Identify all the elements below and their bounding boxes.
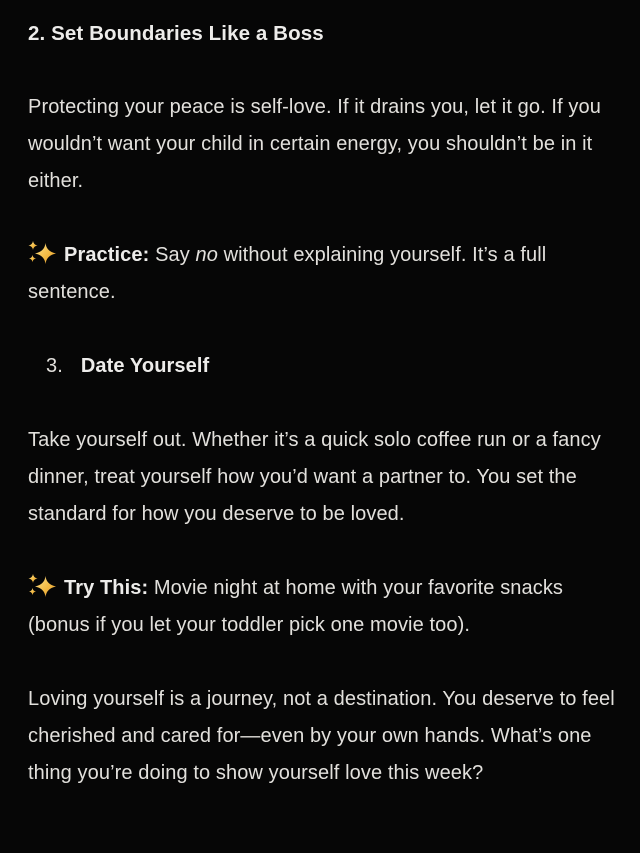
sparkles-icon bbox=[28, 573, 56, 599]
try-this-label: Try This: bbox=[64, 577, 149, 599]
sparkles-icon bbox=[28, 240, 56, 266]
paragraph-boundaries: Protecting your peace is self-love. If it drains you, let it go. If you wouldn’t want your child in certain energy, you shouldn’t be in it either. bbox=[28, 96, 601, 192]
list-item-title: Date Yourself bbox=[80, 355, 210, 377]
list-item-date-yourself bbox=[46, 348, 624, 385]
paragraph-date-yourself: Take yourself out. Whether it’s a quick solo coffee run or a fancy dinner, treat yourself how you’d want a partner to. You set the standard for how you deserve to be loved. bbox=[28, 429, 601, 525]
practice-text-before-italic: Say bbox=[149, 244, 196, 266]
try-this-tip bbox=[28, 570, 624, 644]
practice-tip bbox=[28, 237, 624, 311]
section-heading-set-boundaries: 2. Set Boundaries Like a Boss bbox=[28, 22, 324, 45]
practice-text-after-italic: without explaining yourself. It’s a full sentence. bbox=[28, 244, 547, 303]
practice-italic-word: no bbox=[195, 244, 218, 266]
paragraph-closing: Loving yourself is a journey, not a destination. You deserve to feel cherished and cared for—even by your own hands. What’s one thing you’re doing to show yourself love this week? bbox=[28, 688, 615, 784]
try-this-text: Movie night at home with your favorite snacks (bonus if you let your toddler pick one movie too). bbox=[28, 577, 564, 636]
practice-label: Practice: bbox=[64, 244, 150, 266]
list-item-marker: 3. bbox=[46, 355, 63, 377]
